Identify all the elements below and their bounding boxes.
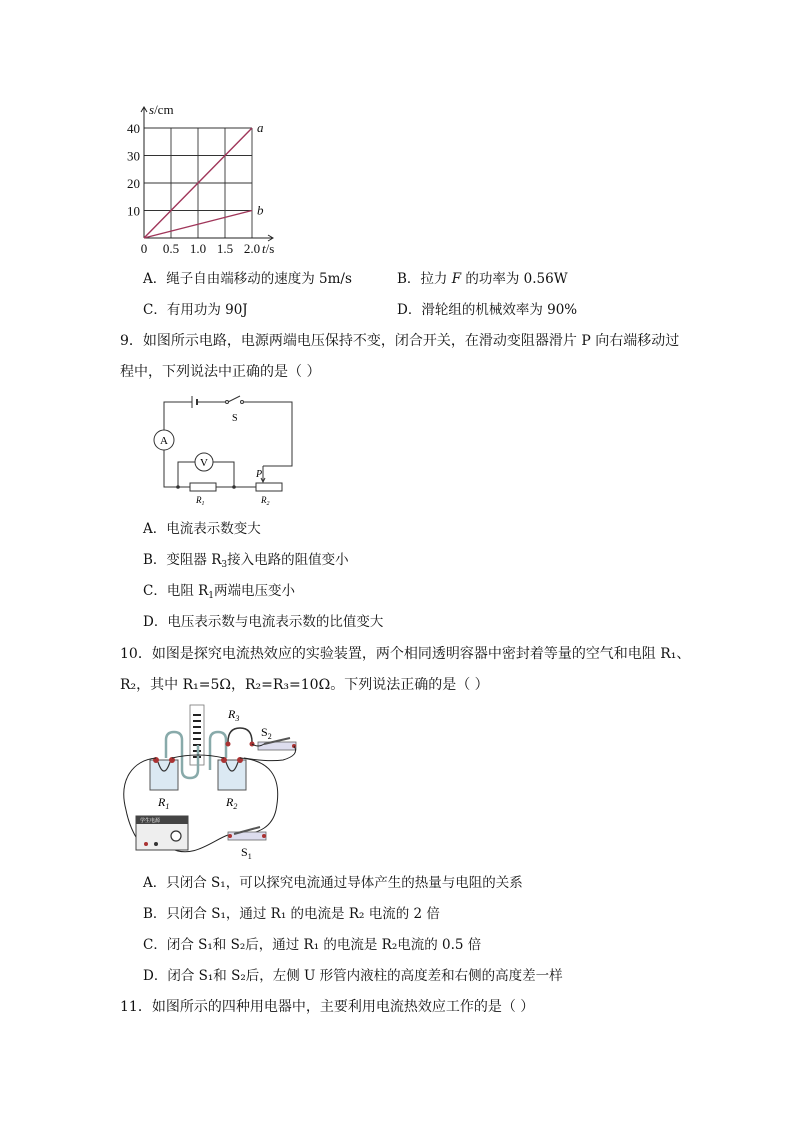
power-supply-label: 学生电源: [140, 819, 161, 824]
y-axis-label: s/cm: [149, 102, 174, 117]
switch-label: S: [232, 413, 238, 424]
q8-option-c[interactable]: C．有用功为 90J: [143, 302, 248, 318]
q10-option-d[interactable]: D．闭合 S₁和 S₂后，左侧 U 形管内液柱的高度差和右侧的高度差一样: [143, 968, 563, 984]
q10-option-b[interactable]: B．只闭合 S₁，通过 R₁ 的电流是 R₂ 电流的 2 倍: [143, 906, 440, 922]
r3-label: $R_3$: [228, 707, 240, 723]
r1-label: $R_1$: [196, 495, 205, 507]
x-tick-label: 1.0: [189, 241, 207, 256]
y-tick-label: 10: [127, 203, 140, 219]
q10-stem-line1: 10．如图是探究电流热效应的实验装置，两个相同透明容器中密封着等量的空气和电阻 R₁、: [120, 646, 691, 662]
y-tick-label: 40: [127, 121, 140, 136]
q9-circuit-diagram: [140, 390, 310, 510]
series-label-a: a: [257, 120, 264, 135]
ammeter-label: A: [160, 435, 168, 447]
x-tick-label: 0.5: [162, 241, 180, 256]
r1-label: $R_1$: [158, 795, 170, 811]
q8-option-b[interactable]: B．拉力 F 的功率为 0.56W: [397, 271, 568, 287]
q9-stem-line2: 程中，下列说法中正确的是（ ）: [120, 364, 321, 380]
y-tick-label: 30: [127, 148, 140, 164]
s2-label: $S_2$: [261, 725, 272, 741]
q9-option-b[interactable]: B．变阻器 $R_3$接入电路的阻值变小: [143, 552, 349, 570]
q8-option-a[interactable]: A．绳子自由端移动的速度为 5m/s: [143, 271, 352, 287]
x-axis-label: t/s: [262, 241, 275, 256]
y-tick-label: 20: [127, 176, 140, 191]
s1-label: $S_1$: [241, 845, 252, 861]
r2-label: $R_2$: [226, 795, 238, 811]
q9-option-d[interactable]: D．电压表示数与电流表示数的比值变大: [143, 614, 384, 630]
q10-apparatus-figure: [118, 700, 308, 865]
distance-time-chart: [120, 100, 300, 260]
q8-option-d[interactable]: D．滑轮组的机械效率为 90%: [397, 302, 578, 318]
q9-stem-line1: 9．如图所示电路，电源两端电压保持不变，闭合开关，在滑动变阻器滑片 P 向右端移动过: [120, 333, 680, 349]
r2-label: $R_2$: [261, 495, 270, 507]
q10-option-a[interactable]: A．只闭合 S₁，可以探究电流通过导体产生的热量与电阻的关系: [143, 875, 523, 891]
x-tick-label: 1.5: [216, 241, 234, 256]
q11-stem-line1: 11．如图所示的四种用电器中，主要利用电流热效应工作的是（ ）: [120, 999, 535, 1015]
q10-stem-line2: R₂，其中 R₁=5Ω，R₂=R₃=10Ω。下列说法正确的是（ ）: [120, 677, 489, 693]
x-tick-label: 0: [140, 241, 148, 256]
q9-option-c[interactable]: C．电阻 $R_1$两端电压变小: [143, 583, 296, 601]
q9-option-a[interactable]: A．电流表示数变大: [143, 521, 261, 537]
x-tick-label: 2.0: [243, 241, 261, 256]
q10-option-c[interactable]: C．闭合 S₁和 S₂后，通过 R₁ 的电流是 R₂电流的 0.5 倍: [143, 937, 482, 953]
voltmeter-label: V: [200, 457, 208, 469]
slider-p-label: P: [256, 469, 263, 480]
series-label-b: b: [257, 202, 264, 218]
